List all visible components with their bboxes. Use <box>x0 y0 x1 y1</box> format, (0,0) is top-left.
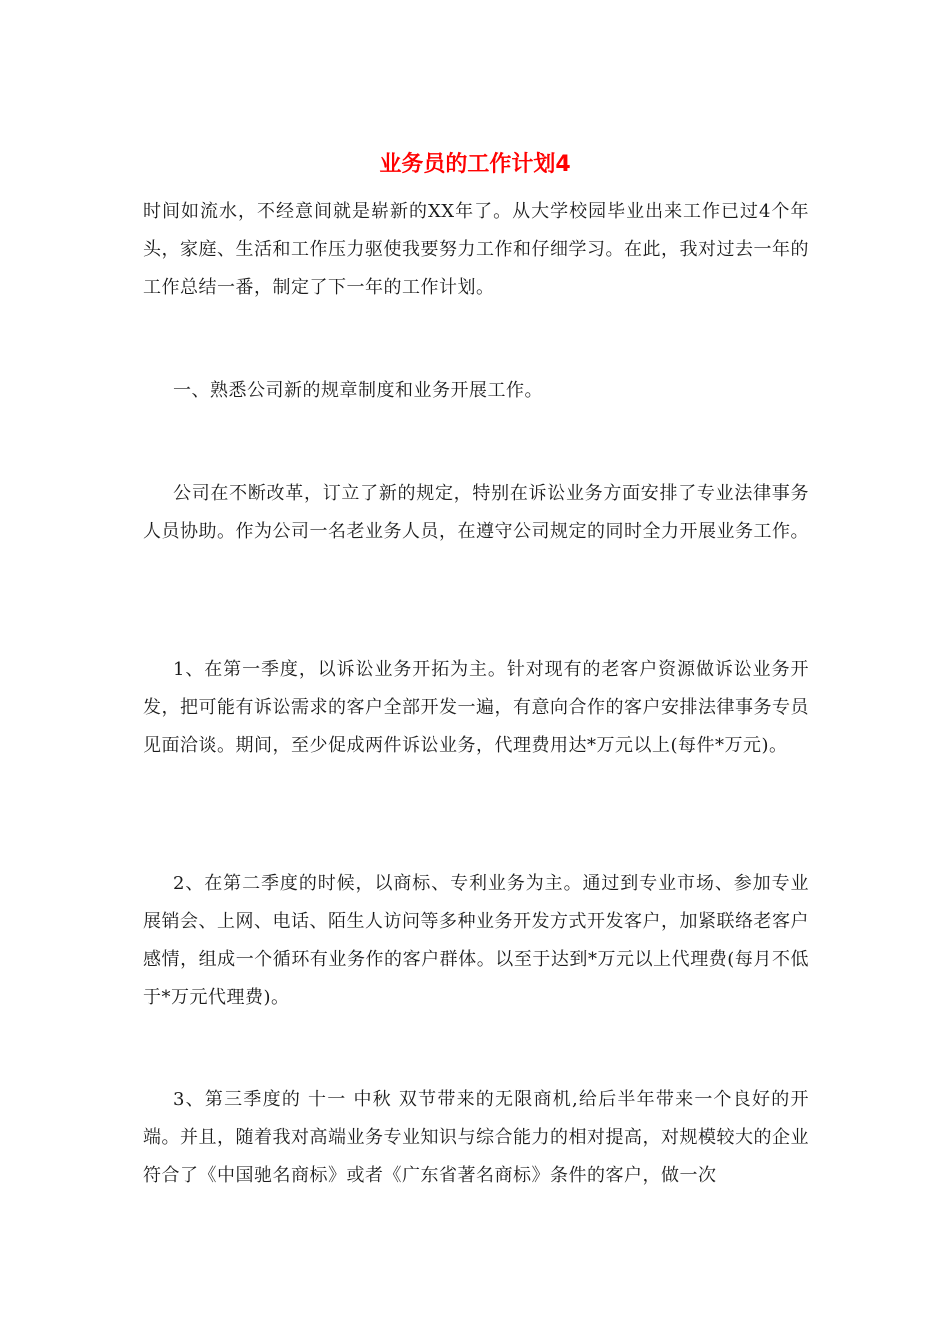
section-heading-1: 一、熟悉公司新的规章制度和业务开展工作。 <box>173 380 543 401</box>
paragraph-intro: 时间如流水，不经意间就是崭新的XX年了。从大学校园毕业出来工作已过4个年头，家庭、生活和工作压力驱使我要努力工作和仔细学习。在此，我对过去一年的工作总结一番，制定了下一年的工作计划。 <box>143 201 809 298</box>
paragraph-company-reform: 公司在不断改革，订立了新的规定，特别在诉讼业务方面安排了专业法律事务人员协助。作为公司一名老业务人员，在遵守公司规定的同时全力开展业务工作。 <box>143 483 809 542</box>
paragraph-q2-plan: 2、在第二季度的时候，以商标、专利业务为主。通过到专业市场、参加专业展销会、上网、电话、陌生人访问等多种业务开发方式开发客户，加紧联络老客户感情，组成一个循环有业务作的客户群体。以至于达到*万元以上代理费(每月不低于*万元代理费)。 <box>143 873 809 1008</box>
paragraph-q1-plan: 1、在第一季度，以诉讼业务开拓为主。针对现有的老客户资源做诉讼业务开发，把可能有诉讼需求的客户全部开发一遍，有意向合作的客户安排法律事务专员见面洽谈。期间，至少促成两件诉讼业务，代理费用达*万元以上(每件*万元)。 <box>143 659 809 756</box>
document-title: 业务员的工作计划4 <box>379 152 571 177</box>
paragraph-q3-plan: 3、第三季度的 十一 中秋 双节带来的无限商机,给后半年带来一个良好的开端。并且，随着我对高端业务专业知识与综合能力的相对提高，对规模较大的企业符合了《中国驰名商标》或者《广东省著名商标》条件的客户，做一次 <box>143 1089 809 1186</box>
